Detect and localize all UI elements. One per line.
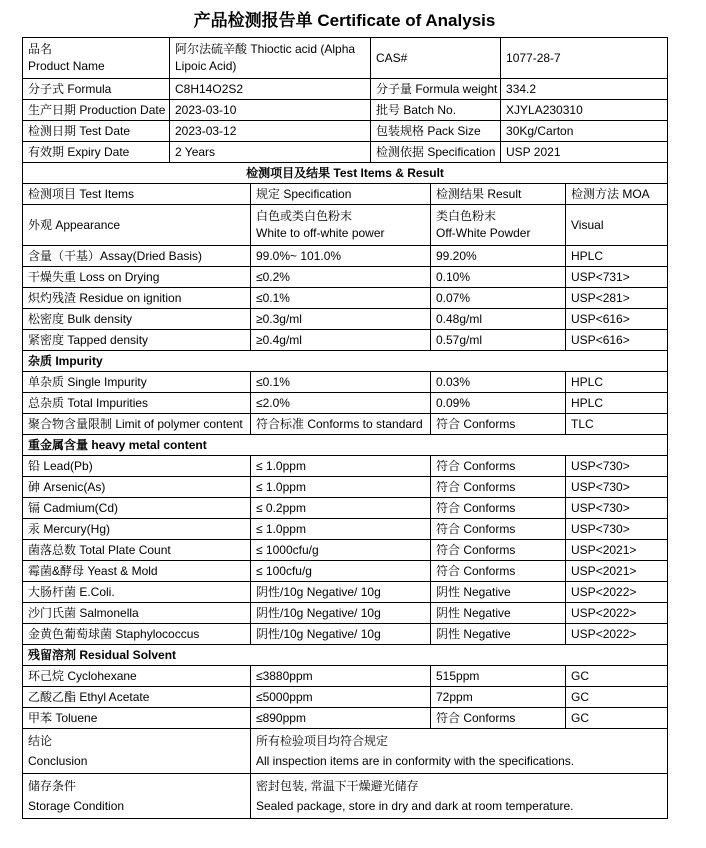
item-name-cell: 汞 Mercury(Hg) — [23, 519, 251, 540]
conclusion-value — [251, 729, 668, 774]
row-tapped-density — [23, 330, 668, 351]
item-method-cell: HPLC — [566, 372, 668, 393]
item-method-cell: USP<730> — [566, 519, 668, 540]
item-method-cell: Visual — [566, 205, 668, 246]
item-spec-cell: ≤ 1000cfu/g — [251, 540, 431, 561]
item-name-cell: 大肠杆菌 E.Coli. — [23, 582, 251, 603]
row-conclusion — [23, 729, 668, 774]
row-cyclohexane — [23, 666, 668, 687]
row-loss-on-drying — [23, 267, 668, 288]
item-result-cell: 符合 Conforms — [431, 708, 566, 729]
item-result-cell: 符合 Conforms — [431, 414, 566, 435]
item-result-cell: 0.57g/ml — [431, 330, 566, 351]
pack-size-label: 包装规格 Pack Size — [371, 121, 501, 142]
cas-label: CAS# — [371, 38, 501, 79]
row-formula — [23, 79, 668, 100]
item-method-cell: HPLC — [566, 393, 668, 414]
conclusion-label-cn: 结论 — [28, 734, 53, 748]
item-spec-cell: ≤0.2% — [251, 267, 431, 288]
item-name-cell: 松密度 Bulk density — [23, 309, 251, 330]
item-name-cell: 镉 Cadmium(Cd) — [23, 498, 251, 519]
item-method-cell: USP<616> — [566, 309, 668, 330]
row-lead — [23, 456, 668, 477]
conclusion-value-en: All inspection items are in conformity with the specifications. — [256, 754, 575, 768]
item-method-cell: USP<2022> — [566, 582, 668, 603]
item-spec-cell: ≤890ppm — [251, 708, 431, 729]
item-spec-cell: 阴性/10g Negative/ 10g — [251, 582, 431, 603]
item-name-cell: 单杂质 Single Impurity — [23, 372, 251, 393]
item-result-cell: 515ppm — [431, 666, 566, 687]
item-method-cell: USP<2021> — [566, 540, 668, 561]
residual-solvent-section-title: 残留溶剂 Residual Solvent — [23, 645, 668, 666]
specification-label: 检测依据 Specification — [371, 142, 501, 163]
item-spec-cell: 99.0%~ 101.0% — [251, 246, 431, 267]
item-method-cell: USP<730> — [566, 477, 668, 498]
production-date-value: 2023-03-10 — [170, 100, 371, 121]
item-name-cell: 金黄色葡萄球菌 Staphylococcus — [23, 624, 251, 645]
item-method-cell: HPLC — [566, 246, 668, 267]
item-result-cell: 符合 Conforms — [431, 498, 566, 519]
appearance-spec-en: White to off-white power — [256, 226, 385, 240]
row-total-impurities — [23, 393, 668, 414]
item-spec-cell: ≤0.1% — [251, 288, 431, 309]
item-name-cell: 霉菌&酵母 Yeast & Mold — [23, 561, 251, 582]
row-bulk-density — [23, 309, 668, 330]
row-column-headers — [23, 184, 668, 205]
pack-size-value: 30Kg/Carton — [501, 121, 668, 142]
test-date-value: 2023-03-12 — [170, 121, 371, 142]
item-method-cell: USP<2021> — [566, 561, 668, 582]
item-method-cell: USP<730> — [566, 498, 668, 519]
product-name-label — [23, 38, 170, 79]
item-method-cell: USP<2022> — [566, 624, 668, 645]
conclusion-label-en: Conclusion — [28, 754, 88, 768]
item-spec-cell: ≤ 100cfu/g — [251, 561, 431, 582]
expiry-date-value: 2 Years — [170, 142, 371, 163]
row-test-date — [23, 121, 668, 142]
row-cadmium — [23, 498, 668, 519]
item-spec-cell — [251, 205, 431, 246]
test-date-label: 检测日期 Test Date — [23, 121, 170, 142]
item-result-cell: 符合 Conforms — [431, 477, 566, 498]
document-title: 产品检测报告单 Certificate of Analysis — [193, 11, 496, 30]
col-header-result: 检测结果 Result — [431, 184, 566, 205]
row-storage-condition — [23, 774, 668, 819]
item-result-cell: 符合 Conforms — [431, 456, 566, 477]
conclusion-label — [23, 729, 251, 774]
item-name-cell: 总杂质 Total Impurities — [23, 393, 251, 414]
row-arsenic — [23, 477, 668, 498]
row-total-plate-count — [23, 540, 668, 561]
row-residue-on-ignition — [23, 288, 668, 309]
item-name-cell: 炽灼残渣 Residue on ignition — [23, 288, 251, 309]
product-name-label-cn: 品名 — [28, 42, 53, 56]
item-name-cell: 砷 Arsenic(As) — [23, 477, 251, 498]
item-name-cell: 干燥失重 Loss on Drying — [23, 267, 251, 288]
item-spec-cell: ≤ 0.2ppm — [251, 498, 431, 519]
conclusion-value-cn: 所有检验项目均符合规定 — [256, 734, 389, 748]
formula-value: C8H14O2S2 — [170, 79, 371, 100]
item-result-cell: 符合 Conforms — [431, 561, 566, 582]
appearance-result-cn: 类白色粉末 — [436, 209, 497, 223]
row-impurity-section — [23, 351, 668, 372]
storage-value — [251, 774, 668, 819]
item-result-cell: 阴性 Negative — [431, 603, 566, 624]
storage-label-en: Storage Condition — [28, 799, 125, 813]
item-result-cell: 0.10% — [431, 267, 566, 288]
item-method-cell: GC — [566, 666, 668, 687]
cas-value: 1077-28-7 — [501, 38, 668, 79]
row-yeast-mold — [23, 561, 668, 582]
row-mercury — [23, 519, 668, 540]
product-name-value-line2: Lipoic Acid) — [175, 59, 237, 73]
item-name-cell: 乙酸乙酯 Ethyl Acetate — [23, 687, 251, 708]
row-polymer-content — [23, 414, 668, 435]
row-expiry-date — [23, 142, 668, 163]
item-spec-cell: ≤0.1% — [251, 372, 431, 393]
item-method-cell: USP<281> — [566, 288, 668, 309]
item-name-cell: 甲苯 Toluene — [23, 708, 251, 729]
item-spec-cell: ≤2.0% — [251, 393, 431, 414]
item-name-cell: 菌落总数 Total Plate Count — [23, 540, 251, 561]
item-method-cell: USP<2022> — [566, 603, 668, 624]
item-spec-cell: ≤ 1.0ppm — [251, 519, 431, 540]
row-production-date — [23, 100, 668, 121]
batch-no-value: XJYLA230310 — [501, 100, 668, 121]
item-result-cell: 阴性 Negative — [431, 582, 566, 603]
row-appearance — [23, 205, 668, 246]
item-name-cell: 铅 Lead(Pb) — [23, 456, 251, 477]
appearance-spec-cn: 白色或类白色粉末 — [256, 209, 353, 223]
item-method-cell: USP<730> — [566, 456, 668, 477]
item-result-cell: 0.07% — [431, 288, 566, 309]
item-result-cell: 符合 Conforms — [431, 540, 566, 561]
specification-value: USP 2021 — [501, 142, 668, 163]
impurity-section-title: 杂质 Impurity — [23, 351, 668, 372]
row-ecoli — [23, 582, 668, 603]
appearance-result-en: Off-White Powder — [436, 226, 531, 240]
item-name-cell: 含量（干基）Assay(Dried Basis) — [23, 246, 251, 267]
item-name-cell: 环己烷 Cyclohexane — [23, 666, 251, 687]
item-method-cell: TLC — [566, 414, 668, 435]
storage-label-cn: 储存条件 — [28, 779, 77, 793]
item-spec-cell: 阴性/10g Negative/ 10g — [251, 624, 431, 645]
row-toluene — [23, 708, 668, 729]
storage-label — [23, 774, 251, 819]
item-method-cell: GC — [566, 708, 668, 729]
item-spec-cell: ≤5000ppm — [251, 687, 431, 708]
col-header-test-items: 检测项目 Test Items — [23, 184, 251, 205]
item-result-cell: 阴性 Negative — [431, 624, 566, 645]
item-spec-cell: ≥0.3g/ml — [251, 309, 431, 330]
batch-no-label: 批号 Batch No. — [371, 100, 501, 121]
formula-weight-value: 334.2 — [501, 79, 668, 100]
item-spec-cell: ≥0.4g/ml — [251, 330, 431, 351]
expiry-date-label: 有效期 Expiry Date — [23, 142, 170, 163]
row-assay — [23, 246, 668, 267]
item-result-cell: 99.20% — [431, 246, 566, 267]
test-items-result-header: 检测项目及结果 Test Items & Result — [23, 163, 668, 184]
item-result-cell — [431, 205, 566, 246]
row-salmonella — [23, 603, 668, 624]
item-name-cell: 外观 Appearance — [23, 205, 251, 246]
row-product-name — [23, 38, 668, 79]
col-header-specification: 规定 Specification — [251, 184, 431, 205]
formula-label: 分子式 Formula — [23, 79, 170, 100]
product-name-value-line1: 阿尔法硫辛酸 Thioctic acid (Alpha — [175, 42, 356, 56]
item-spec-cell: ≤ 1.0ppm — [251, 477, 431, 498]
item-name-cell: 沙门氏菌 Salmonella — [23, 603, 251, 624]
row-section-header — [23, 163, 668, 184]
item-result-cell: 0.09% — [431, 393, 566, 414]
heavy-metal-section-title: 重金属含量 heavy metal content — [23, 435, 668, 456]
item-spec-cell: ≤ 1.0ppm — [251, 456, 431, 477]
item-spec-cell: ≤3880ppm — [251, 666, 431, 687]
coa-table — [22, 37, 668, 819]
item-name-cell: 聚合物含量限制 Limit of polymer content — [23, 414, 251, 435]
row-residual-solvent-section — [23, 645, 668, 666]
item-result-cell: 符合 Conforms — [431, 519, 566, 540]
formula-weight-label: 分子量 Formula weight — [371, 79, 501, 100]
storage-value-cn: 密封包装, 常温下干燥避光储存 — [256, 779, 419, 793]
storage-value-en: Sealed package, store in dry and dark at room temperature. — [256, 799, 574, 813]
row-heavy-metal-section — [23, 435, 668, 456]
item-method-cell: USP<616> — [566, 330, 668, 351]
row-staphylococcus — [23, 624, 668, 645]
production-date-label: 生产日期 Production Date — [23, 100, 170, 121]
col-header-moa: 检测方法 MOA — [566, 184, 668, 205]
item-method-cell: USP<731> — [566, 267, 668, 288]
item-spec-cell: 符合标准 Conforms to standard — [251, 414, 431, 435]
row-single-impurity — [23, 372, 668, 393]
item-result-cell: 0.48g/ml — [431, 309, 566, 330]
item-spec-cell: 阴性/10g Negative/ 10g — [251, 603, 431, 624]
item-name-cell: 紧密度 Tapped density — [23, 330, 251, 351]
row-ethyl-acetate — [23, 687, 668, 708]
item-method-cell: GC — [566, 687, 668, 708]
product-name-value — [170, 38, 371, 79]
product-name-label-en: Product Name — [28, 59, 105, 73]
item-result-cell: 72ppm — [431, 687, 566, 708]
item-result-cell: 0.03% — [431, 372, 566, 393]
